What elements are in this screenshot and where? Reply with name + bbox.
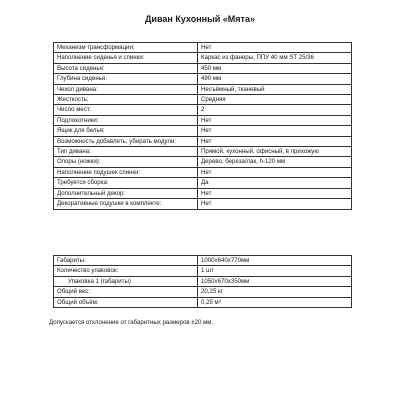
spec-label: Дополнительный декор: xyxy=(54,188,198,198)
spec-row xyxy=(54,188,352,198)
spec-label: Общий вес: xyxy=(54,287,198,297)
spec-value: 20,25 кг xyxy=(198,287,352,297)
packaging-row xyxy=(54,297,352,307)
spec-label: Количество упаковок: xyxy=(54,266,198,276)
spec-value: Прямой, кухонный, офисный, в прихожую xyxy=(198,147,352,157)
spec-value: Нет xyxy=(198,136,352,146)
spec-value: Нет xyxy=(198,115,352,125)
spec-row xyxy=(54,115,352,125)
spec-value: Средняя xyxy=(198,95,352,105)
spec-label: Требуется сборка: xyxy=(54,178,198,188)
spec-label: Общий объём: xyxy=(54,297,198,307)
spec-label: Наполнение подушек спинки: xyxy=(54,167,198,177)
spec-label: Чехол дивана: xyxy=(54,84,198,94)
spec-row xyxy=(54,157,352,167)
spec-label: Высота сиденья: xyxy=(54,63,198,73)
spec-value: 1 шт xyxy=(198,266,352,276)
spec-label: Наполнение сиденья и спинки: xyxy=(54,53,198,63)
spec-value: Да xyxy=(198,178,352,188)
spec-label: Подлокотники: xyxy=(54,115,198,125)
spec-row xyxy=(54,136,352,146)
packaging-table xyxy=(53,255,352,308)
spec-value: 490 мм xyxy=(198,74,352,84)
packaging-row xyxy=(54,287,352,297)
spec-value: Дерево, береза/лак, h-120 мм xyxy=(198,157,352,167)
spec-value: Нет xyxy=(198,167,352,177)
spec-value: Нет xyxy=(198,188,352,198)
spec-value: 1000х640х770мм xyxy=(198,256,352,266)
spec-row xyxy=(54,53,352,63)
spec-row xyxy=(54,74,352,84)
spec-value: Каркас из фанеры, ППУ 40 мм ST 25/36 xyxy=(198,53,352,63)
spec-row xyxy=(54,105,352,115)
spec-row xyxy=(54,199,352,209)
spec-row xyxy=(54,43,352,53)
spec-row xyxy=(54,126,352,136)
packaging-row xyxy=(54,266,352,276)
tolerance-note: Допускается отклонение от габаритных размеров ±20 мм. xyxy=(49,319,214,326)
spec-row xyxy=(54,147,352,157)
spec-value: Нет xyxy=(198,43,352,53)
spec-value: 2 xyxy=(198,105,352,115)
spec-value: Несъёмный, тканевый xyxy=(198,84,352,94)
spec-label: Габариты: xyxy=(54,256,198,266)
spec-label: Возможность добавлять, убирать модули: xyxy=(54,136,198,146)
spec-label: Декоративные подушки в комплекте: xyxy=(54,199,198,209)
spec-label: Механизм трансформации: xyxy=(54,43,198,53)
spec-value: 1050х670х350мм xyxy=(198,276,352,286)
spec-label: Число мест: xyxy=(54,105,198,115)
spec-label: Глубина сиденья: xyxy=(54,74,198,84)
spec-value: 450 мм xyxy=(198,63,352,73)
spec-label: Ящик для белья: xyxy=(54,126,198,136)
spec-label: Опоры (ножки): xyxy=(54,157,198,167)
spec-row xyxy=(54,63,352,73)
spec-row xyxy=(54,84,352,94)
spec-value: Нет xyxy=(198,126,352,136)
specifications-table xyxy=(53,42,352,210)
spec-value: Нет xyxy=(198,199,352,209)
packaging-row xyxy=(54,276,352,286)
spec-row xyxy=(54,95,352,105)
packaging-row xyxy=(54,256,352,266)
spec-label: Упаковка 1 (габариты) xyxy=(54,276,198,286)
spec-label: Жесткость: xyxy=(54,95,198,105)
spec-row xyxy=(54,167,352,177)
page-title: Диван Кухонный «Мята» xyxy=(145,14,255,24)
spec-row xyxy=(54,178,352,188)
spec-value: 0,25 м³ xyxy=(198,297,352,307)
spec-label: Тип дивана: xyxy=(54,147,198,157)
